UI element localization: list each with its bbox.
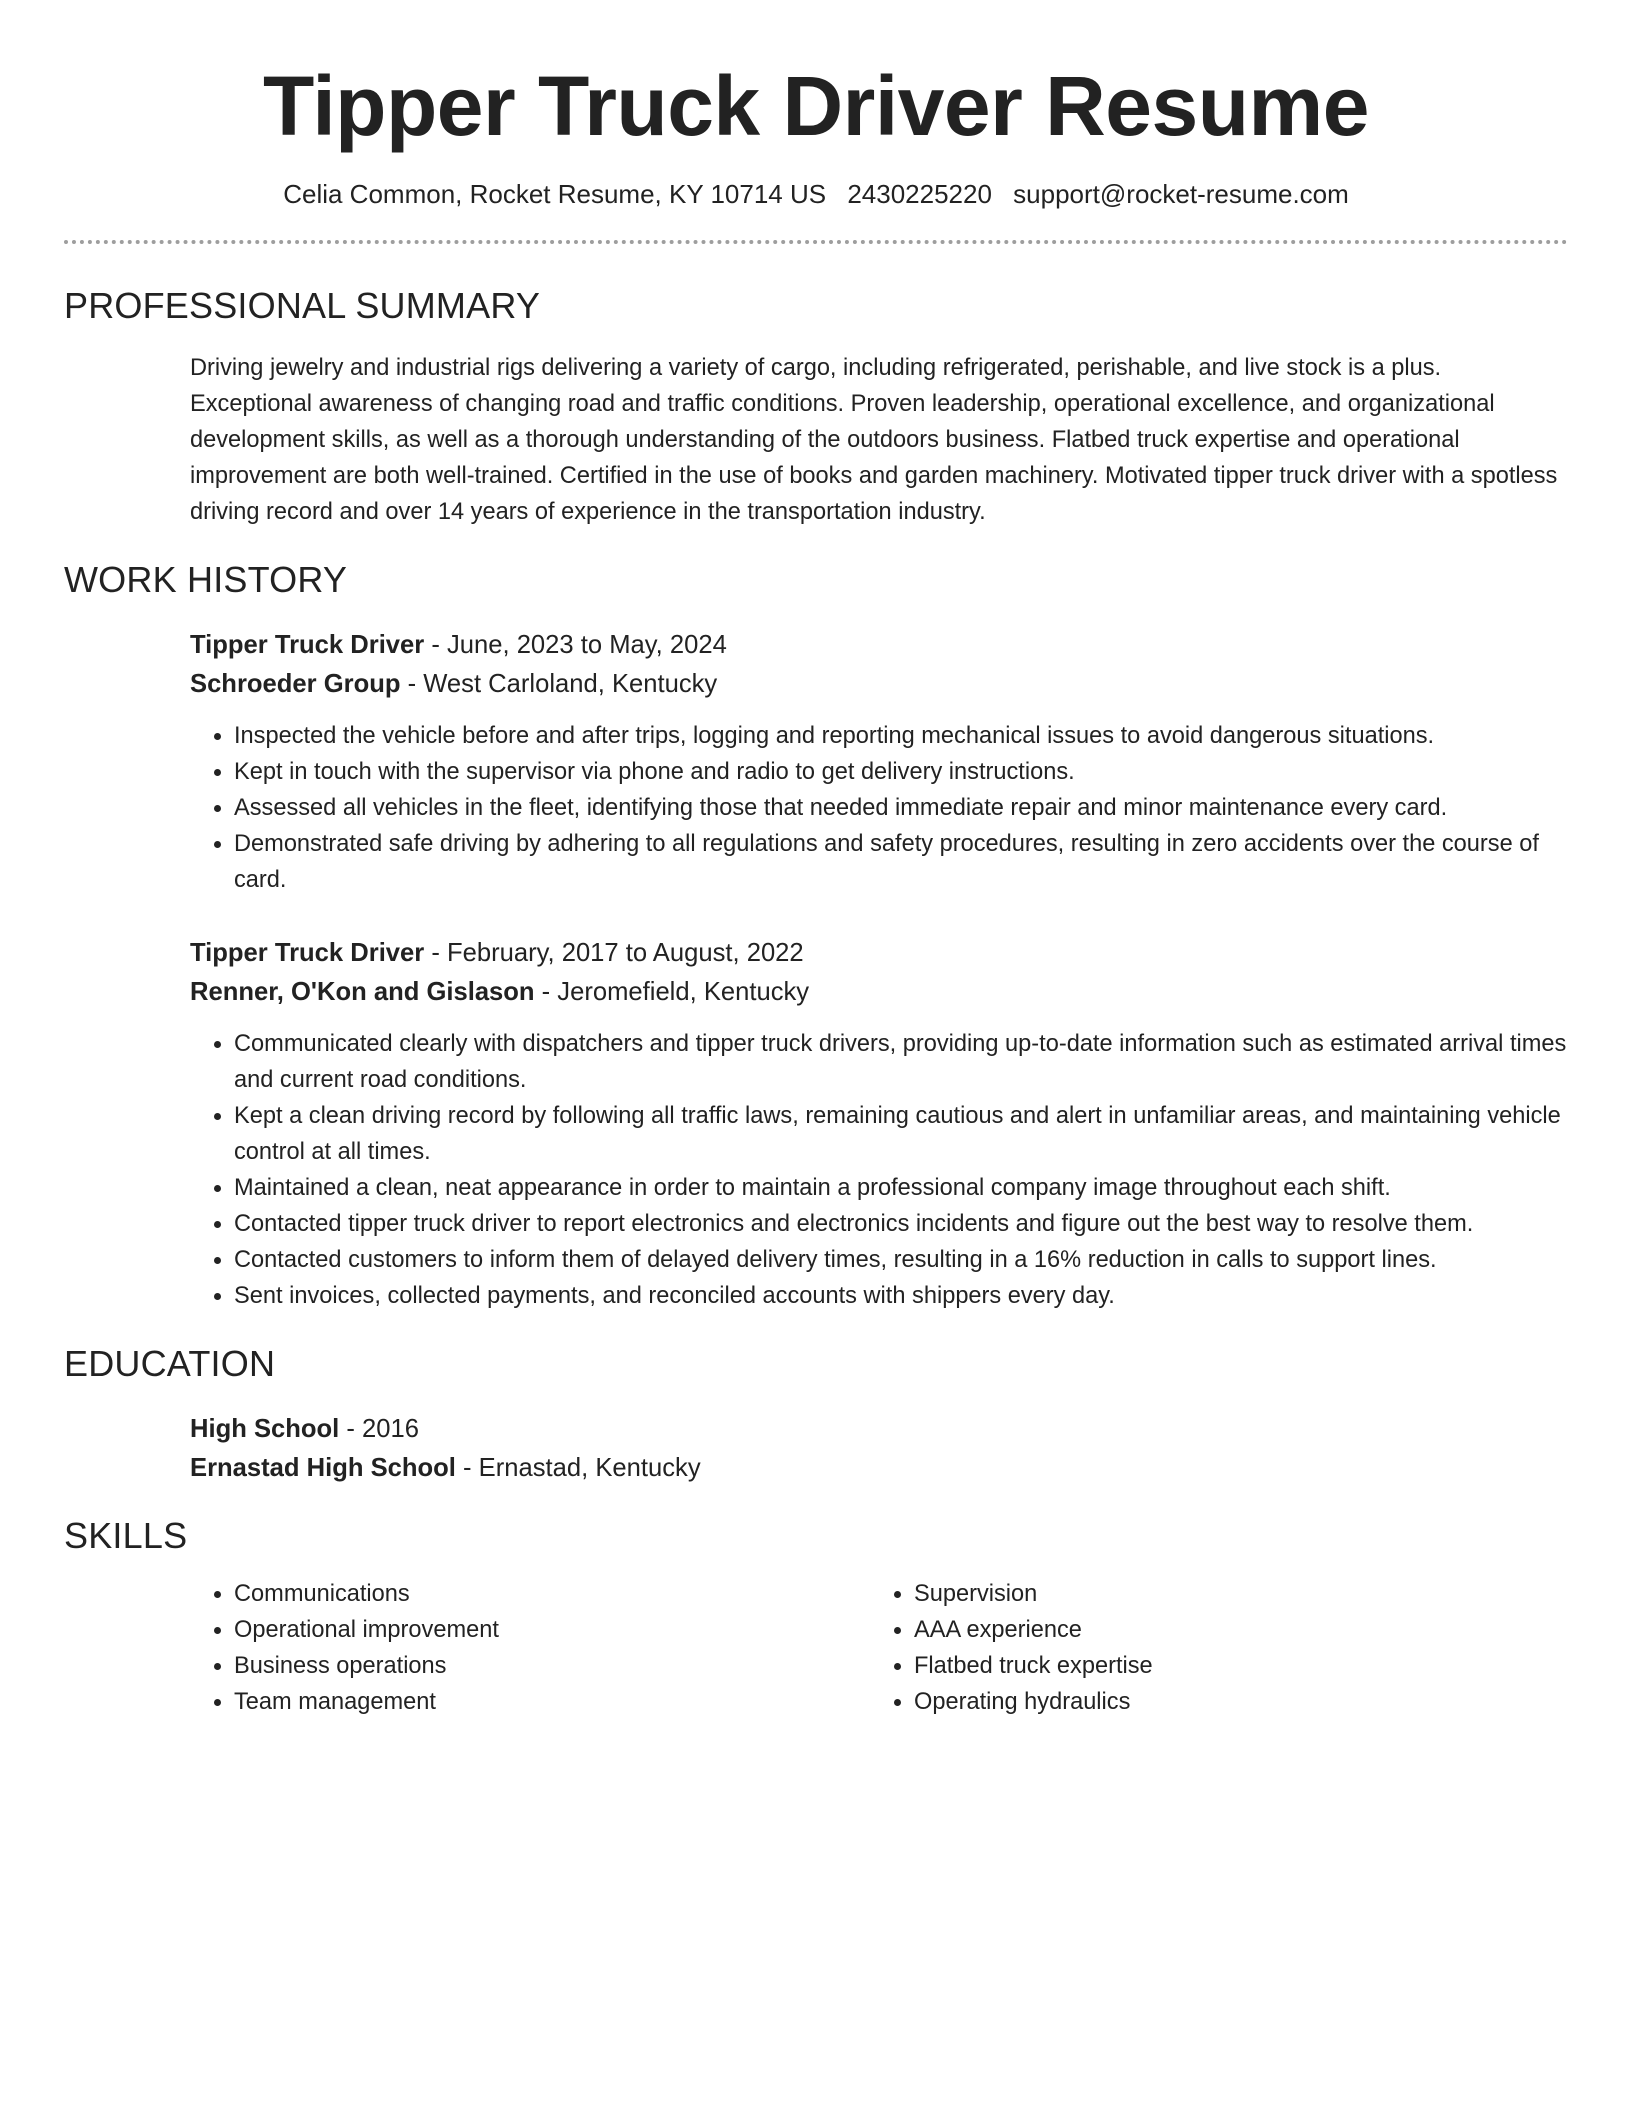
skill-item: • Flatbed truck expertise [914,1648,1550,1684]
education-location: - Ernastad, Kentucky [455,1454,701,1482]
list-item: • Maintained a clean, neat appearance in order to maintain a professional company image throughout each shift. [234,1170,1568,1206]
skills-section [64,1514,1568,1720]
list-item: • Assessed all vehicles in the fleet, identifying those that needed immediate repair and minor maintenance every card. [234,790,1568,826]
work-history-heading: WORK HISTORY [64,559,348,600]
contact-line [64,176,1568,212]
job-duties-list [190,718,1568,898]
job-duties-list [190,1026,1568,1314]
skill-item: • Operating hydraulics [914,1684,1550,1720]
skill-item: • Supervision [914,1576,1550,1612]
skills-heading: SKILLS [64,1515,188,1556]
education-degree: High School [190,1415,340,1443]
education-heading: EDUCATION [64,1343,276,1384]
summary-section [64,284,1568,530]
education-school: Ernastad High School [190,1454,456,1482]
skills-column-left [190,1576,870,1720]
list-item: • Kept a clean driving record by following all traffic laws, remaining cautious and alert in unfamiliar areas, and maintaining vehicle control at all times. [234,1098,1568,1170]
skills-list-left [190,1576,870,1720]
work-history-section [64,558,1568,1314]
skill-item: • AAA experience [914,1612,1550,1648]
list-item: • Kept in touch with the supervisor via phone and radio to get delivery instructions. [234,754,1568,790]
list-item: • Sent invoices, collected payments, and reconciled accounts with shippers every day. [234,1278,1568,1314]
job-title-line [190,626,1568,665]
job-company-line [190,665,1568,704]
summary-heading: PROFESSIONAL SUMMARY [64,285,541,326]
skills-list-right [870,1576,1550,1720]
job-title: Tipper Truck Driver [190,631,425,659]
education-school-line [190,1449,1568,1488]
job-company: Schroeder Group [190,670,401,698]
job-entry [190,626,1568,898]
skill-item: • Business operations [234,1648,870,1684]
resume-page [64,0,1568,1720]
job-title: Tipper Truck Driver [190,939,425,967]
list-item: • Demonstrated safe driving by adhering to all regulations and safety procedures, resulting in zero accidents over the course of card. [234,826,1568,898]
job-dates: - June, 2023 to May, 2024 [424,631,727,659]
page-title: Tipper Truck Driver Resume [263,59,1369,153]
job-dates: - February, 2017 to August, 2022 [424,939,804,967]
list-item: • Communicated clearly with dispatchers and tipper truck drivers, providing up-to-date information such as estimated arrival times and current road conditions. [234,1026,1568,1098]
job-entry [190,934,1568,1314]
contact-phone: 2430225220 [847,179,992,209]
job-title-line [190,934,1568,973]
skill-item: • Communications [234,1576,870,1612]
list-item: • Contacted tipper truck driver to report electronics and electronics incidents and figure out the best way to resolve them. [234,1206,1568,1242]
job-company: Renner, O'Kon and Gislason [190,978,535,1006]
education-section [64,1342,1568,1488]
education-degree-line [190,1410,1568,1449]
skills-column-right [870,1576,1550,1720]
job-location: - West Carloland, Kentucky [400,670,718,698]
summary-text: Driving jewelry and industrial rigs delivering a variety of cargo, including refrigerated, perishable, and live stock is a plus. Exceptional awareness of changing road and traffic conditions. Proven leadership, operational excellence, and organizational development skills, as well as a thorough understanding of the outdoors business. Flatbed truck expertise and operational improvement are both well-trained. Certified in the use of books and garden machinery. Motivated tipper truck driver with a spotless driving record and over 14 years of experience in the transportation industry. [190,355,1558,525]
list-item: • Inspected the vehicle before and after trips, logging and reporting mechanical issues to avoid dangerous situations. [234,718,1568,754]
job-location: - Jeromefield, Kentucky [534,978,810,1006]
contact-email: support@rocket-resume.com [1013,179,1349,209]
contact-address: Celia Common, Rocket Resume, KY 10714 US [283,179,827,209]
header-divider [64,240,1568,244]
education-year: - 2016 [339,1415,419,1443]
job-company-line [190,973,1568,1012]
skill-item: • Team management [234,1684,870,1720]
skill-item: • Operational improvement [234,1612,870,1648]
list-item: • Contacted customers to inform them of delayed delivery times, resulting in a 16% reduction in calls to support lines. [234,1242,1568,1278]
